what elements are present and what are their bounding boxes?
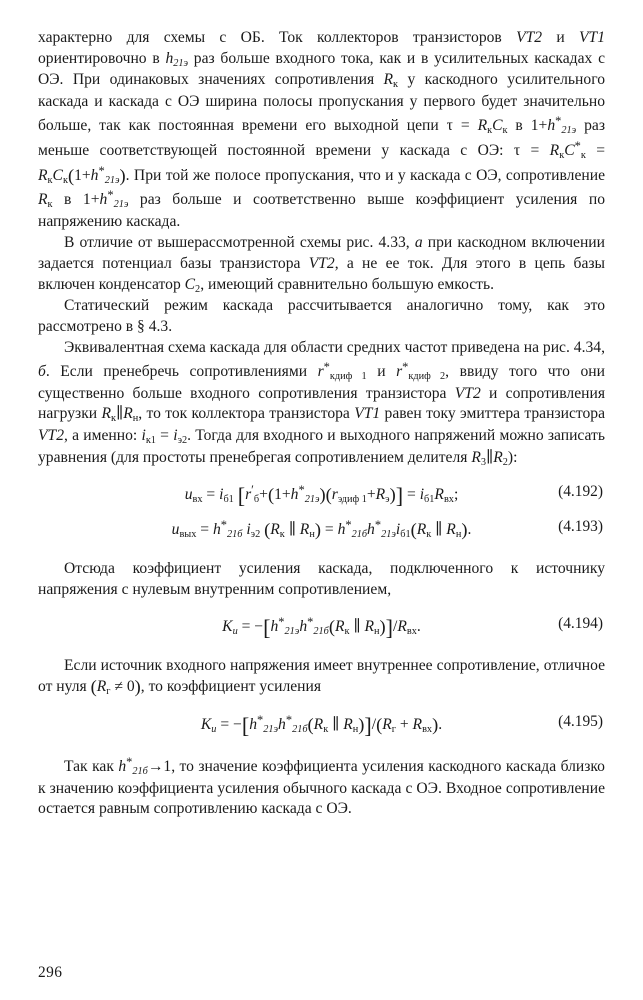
equation-number: (4.193) [558, 518, 603, 536]
paragraph-4: Эквивалентная схема каскада для области средних частот приведена на рис. 4.34, б. Если пренебречь сопротивлениями $r^*_{кдиф 1}$ и $r^*_{кдиф 2}$, ввиду того что они существенно больше входного сопротивления транзистора VT2 и сопротивления нагрузки $R_к\parallel R_н$, то ток коллектора транзистора VT1 равен току эмиттера транзистора VT2, а именно: $i_{к1} = i_{э2}$. Тогда для входного и выходного напряжений можно записать уравнения (для простоты пренебрегая сопротивлением делителя $R_3\parallel R_2$): [38, 338, 605, 468]
equation-number: (4.195) [558, 712, 603, 730]
paragraph-5: Отсюда коэффициент усиления каскада, подключенного к источнику напряжения с нулевым внутренним сопротивлением, [38, 560, 605, 599]
paragraph-7: Так как h*21б→1, то значение коэффициента усиления каскодного каскада близко к значению коэффициента усиления обычного каскада с ОЭ. Входное сопротивление остается равным сопротивлению каскада с ОЭ. [38, 754, 605, 818]
equation-4-195 [38, 712, 605, 738]
equation-body: $u_{вх} = i_{б1}$ $[r'_б+(1+h^*21э)(r_{эдиф 1}+R_э)] = i_{б1}R_{вх}$; [184, 482, 459, 508]
paragraph-3: Статический режим каскада рассчитывается аналогично тому, как это рассмотрено в § 4.3. [38, 297, 605, 336]
page-number: 296 [38, 964, 63, 981]
equation-4-192 [38, 482, 605, 508]
equation-4-193 [38, 518, 605, 540]
paragraph-6: Если источник входного напряжения имеет внутреннее сопротивление, отличное от нуля $(R_г \ne 0)$, то коэффициент усиления [38, 657, 605, 697]
equation-body: Kи = $-[h^*21эh^*21б(R_к$ ∥ $R_н)]/R_{вх}$. [222, 614, 421, 640]
paragraph-1: характерно для схемы с ОБ. Ток коллекторов транзисторов VT2 и VT1 ориентировочно в h21э раз больше входного тока, как и в усилительных каскадах с ОЭ. При одинаковых значениях сопротивления $R_к$ у каскодного усилительного каскада и каскада с ОЭ ширина полосы пропускания у первого будет значительно больше, так как постоянная времени его выходной цепи $\tau = R_кC_к$ в 1+h*21э раз меньше соответствующей постоянной времени у каскада с ОЭ: $\tau = R_кC^*_к = R_кC_к(1+h^*21э)$. При той же полосе пропускания, что и у каскада с ОЭ, сопротивление $R_к$ в 1+h*21э раз больше и соответственно выше коэффициент усиления по напряжению каскада. [38, 29, 605, 231]
equation-4-194 [38, 614, 605, 640]
equation-group-1 [38, 483, 605, 540]
equation-group-2 [38, 614, 605, 640]
paragraph-2: В отличие от вышерассмотренной схемы рис. 4.33, а при каскодном включении задается потенциал базы транзистора VT2, а не ее ток. Для этого в цепь базы включен конденсатор $C_2$, имеющий сравнительно большую емкость. [38, 234, 606, 295]
equation-number: (4.194) [558, 615, 603, 633]
equation-group-3 [38, 712, 605, 738]
equation-number: (4.192) [558, 483, 603, 501]
equation-body: Kи = $-[h^*21эh^*21б(R_к$ ∥ $R_н)]/(R_г + R_{вх})$. [200, 712, 443, 738]
equation-body: $u_{вых} = h^*21б$ $i_{э2}$ ($R_к$ ∥ $R_н) = h^*21бh^*21эi_{б1}(R_к$ ∥ $R_н$). [171, 518, 472, 541]
